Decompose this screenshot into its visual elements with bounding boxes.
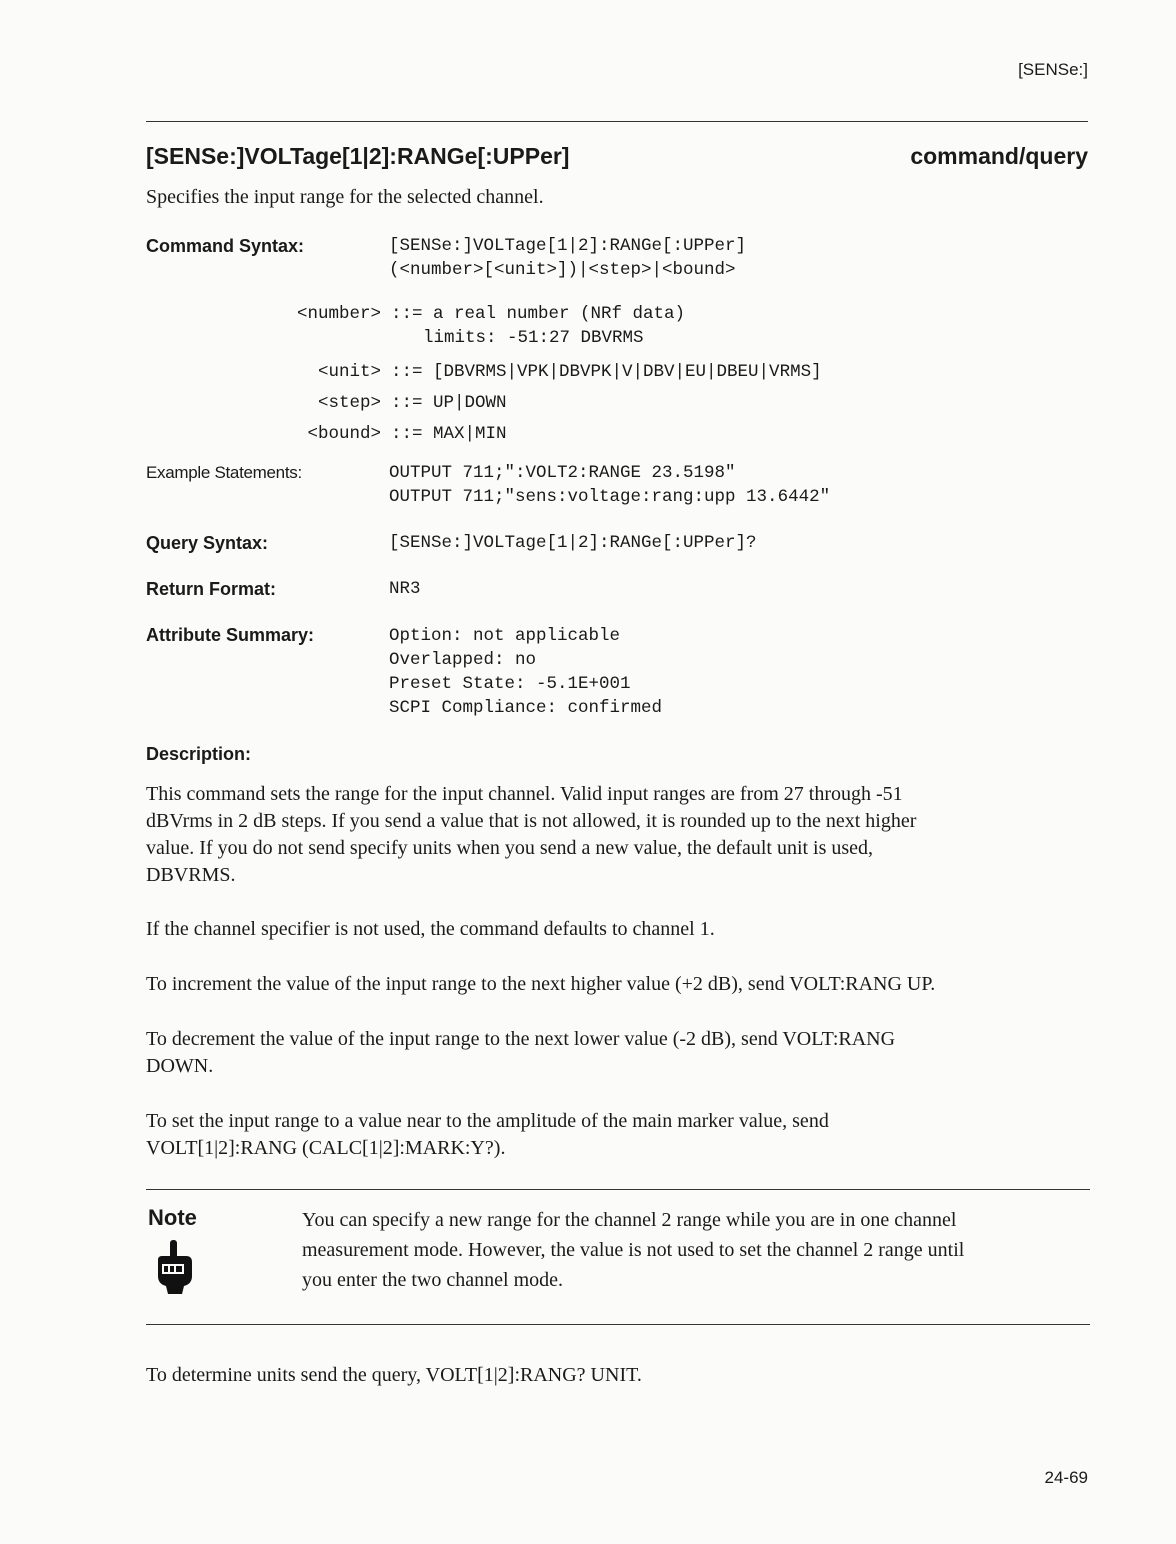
attribute-line: Preset State: -5.1E+001 — [389, 674, 631, 694]
example-statements-label: Example Statements: — [146, 463, 302, 482]
example-line: OUTPUT 711;":VOLT2:RANGE 23.5198" — [389, 463, 736, 483]
paragraph-line: DBVRMS. — [146, 864, 236, 886]
command-syntax-line: (<number>[<unit>])|<step>|<bound> — [389, 260, 736, 280]
attribute-summary-value — [389, 624, 662, 720]
closing-paragraph — [146, 1362, 1096, 1389]
description-paragraph-2 — [146, 916, 1096, 943]
example-statements-value — [389, 461, 830, 509]
paragraph-line: If the channel specifier is not used, the command defaults to channel 1. — [146, 918, 715, 940]
param-limits: limits: -51:27 DBVRMS — [423, 328, 644, 348]
query-syntax-value: [SENSe:]VOLTage[1|2]:RANGe[:UPPer]? — [389, 533, 757, 553]
param-name-unit: <unit> — [317, 362, 381, 382]
description-paragraph-4 — [146, 1026, 1096, 1080]
paragraph-line: DOWN. — [146, 1055, 214, 1077]
description-paragraph-3 — [146, 971, 1096, 998]
paragraph-line: To set the input range to a value near to the amplitude of the main marker value, send — [146, 1110, 829, 1132]
attribute-line: Overlapped: no — [389, 650, 537, 670]
description-paragraph-5 — [146, 1108, 1096, 1162]
note-line: You can specify a new range for the channel 2 range while you are in one channel — [302, 1209, 957, 1231]
attribute-line: Option: not applicable — [389, 626, 621, 646]
return-format-label: Return Format: — [146, 579, 276, 599]
paragraph-line: dBVrms in 2 dB steps. If you send a value that is not allowed, it is rounded up to the next higher — [146, 810, 917, 832]
example-line: OUTPUT 711;"sens:voltage:rang:upp 13.6442" — [389, 487, 831, 507]
attribute-summary-label: Attribute Summary: — [146, 625, 315, 645]
paragraph-line: VOLT[1|2]:RANG (CALC[1|2]:MARK:Y?). — [146, 1137, 506, 1159]
running-header: [SENSe:] — [1018, 60, 1088, 79]
paragraph-line: This command sets the range for the input channel. Valid input ranges are from 27 through -51 — [146, 783, 903, 805]
note-text — [302, 1205, 964, 1295]
page-number: 24-69 — [1044, 1468, 1088, 1487]
description-label: Description: — [146, 744, 252, 764]
param-def-number: ::= a real number (NRf data) — [391, 304, 686, 324]
note-label: Note — [148, 1205, 197, 1230]
command-syntax-value — [389, 234, 746, 282]
paragraph-line: To increment the value of the input range to the next higher value (+2 dB), send VOLT:RANG UP. — [146, 973, 936, 995]
command-kind: command/query — [910, 143, 1088, 169]
command-syntax-line: [SENSe:]VOLTage[1|2]:RANGe[:UPPer] — [389, 236, 747, 256]
note-hand-icon — [152, 1238, 198, 1301]
param-name-step: <step> — [317, 393, 381, 413]
paragraph-line: To decrement the value of the input range to the next lower value (-2 dB), send VOLT:RANG — [146, 1028, 896, 1050]
param-def-unit: ::= [DBVRMS|VPK|DBVPK|V|DBV|EU|DBEU|VRMS] — [391, 362, 822, 382]
query-syntax-label: Query Syntax: — [146, 533, 269, 553]
header-rule — [146, 121, 1088, 122]
command-title: [SENSe:]VOLTage[1|2]:RANGe[:UPPer] — [146, 143, 570, 169]
paragraph-line: To determine units send the query, VOLT[1|2]:RANG? UNIT. — [146, 1364, 642, 1386]
note-line: measurement mode. However, the value is not used to set the channel 2 range until — [302, 1239, 965, 1261]
description-paragraph-1 — [146, 781, 1096, 889]
command-syntax-label: Command Syntax: — [146, 236, 305, 256]
note-line: you enter the two channel mode. — [302, 1269, 564, 1291]
param-def-step: ::= UP|DOWN — [391, 393, 507, 413]
note-bottom-rule — [146, 1324, 1090, 1325]
command-intro: Specifies the input range for the selected channel. — [146, 186, 544, 208]
attribute-line: SCPI Compliance: confirmed — [389, 698, 663, 718]
note-top-rule — [146, 1189, 1090, 1190]
param-name-bound: <bound> — [307, 424, 381, 444]
param-def-bound: ::= MAX|MIN — [391, 424, 507, 444]
paragraph-line: value. If you do not send specify units when you send a new value, the default unit is used, — [146, 837, 874, 859]
param-name-number: <number> — [296, 304, 381, 324]
return-format-value: NR3 — [389, 579, 421, 599]
